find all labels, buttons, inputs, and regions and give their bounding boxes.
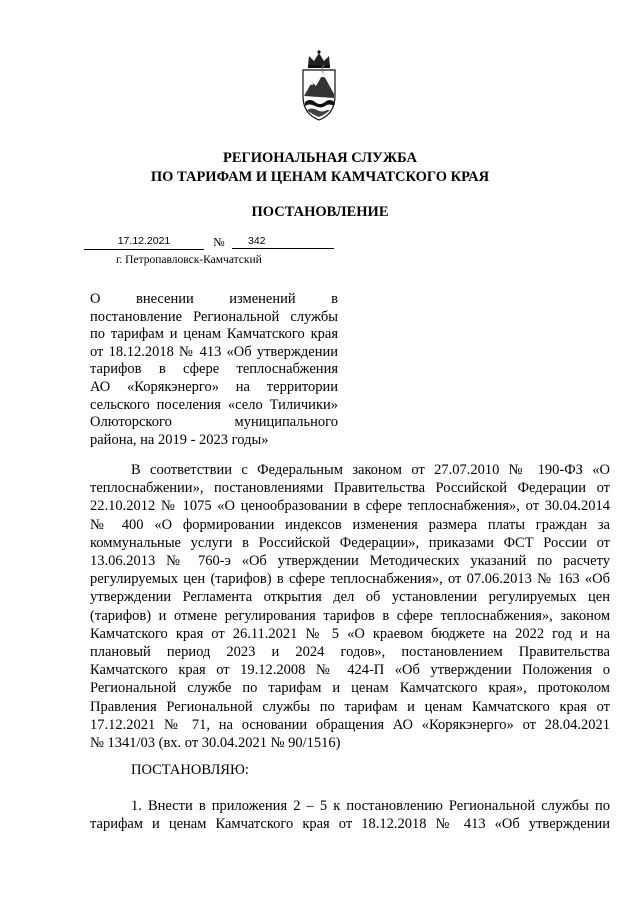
paragraph-line: плановый период 2023 и 2024 годов», постановлением Правительства bbox=[90, 644, 610, 661]
title-line: АО «Корякэнерго» на территории bbox=[90, 378, 338, 395]
paragraph-line: Правления Региональной службы по тарифам и ценам Камчатского края от bbox=[90, 698, 610, 715]
title-line: сельского поселения «село Тиличики» bbox=[90, 396, 338, 413]
paragraph-line: 13.06.2013 № 760-э «Об утверждении Методических указаний по расчету bbox=[90, 553, 610, 570]
document-type: ПОСТАНОВЛЕНИЕ bbox=[251, 204, 389, 220]
paragraph-line: теплоснабжении», постановлениями Правительства Российской Федерации от bbox=[90, 480, 610, 497]
title-line: района, на 2019 - 2023 годы» bbox=[90, 431, 269, 448]
paragraph-line: Камчатского края от 19.12.2008 № 424-П «Об утверждении Положения о bbox=[90, 662, 610, 679]
paragraph-line: утверждении Регламента открытия дел об установлении регулируемых цен bbox=[90, 589, 610, 606]
paragraph-line: Региональной службе по тарифам и ценам Камчатского края», протоколом bbox=[90, 680, 610, 697]
paragraph-line: Камчатского края от 26.11.2021 № 5 «О краевом бюджете на 2022 год и на bbox=[90, 625, 610, 642]
resolve-word: ПОСТАНОВЛЯЮ: bbox=[131, 762, 249, 778]
document-city: г. Петропавловск-Камчатский bbox=[116, 254, 262, 266]
kamchatka-emblem-icon bbox=[299, 48, 339, 122]
paragraph-line: 17.12.2021 № 71, на основании обращения АО «Корякэнерго» от 28.04.2021 bbox=[90, 716, 610, 733]
title-line: от 18.12.2018 № 413 «Об утверждении bbox=[90, 343, 338, 360]
document-title-block bbox=[90, 291, 338, 449]
paragraph-line: регулируемых цен (тарифов) в сфере теплоснабжения», от 07.06.2013 № 163 «Об bbox=[90, 571, 610, 588]
paragraph-line: 1. Внести в приложения 2 – 5 к постановлению Региональной службы по bbox=[131, 798, 610, 814]
paragraph-line: № 1341/03 (вх. от 30.04.2021 № 90/1516) bbox=[90, 735, 341, 752]
paragraph-line: тарифам и ценам Камчатского края от 18.12.2018 № 413 «Об утверждении bbox=[90, 816, 610, 833]
agency-heading bbox=[0, 149, 640, 187]
agency-line-2: ПО ТАРИФАМ И ЦЕНАМ КАМЧАТСКОГО КРАЯ bbox=[150, 169, 490, 185]
paragraph-line: № 400 «О формировании индексов изменения размера платы граждан за bbox=[90, 516, 610, 533]
paragraph-line: 22.10.2012 № 1075 «О ценообразовании в сфере теплоснабжения», от 30.04.2014 bbox=[90, 498, 610, 515]
item-1-paragraph bbox=[90, 797, 610, 833]
paragraph-line: (тарифов) и отмене регулирования тарифов в сфере теплоснабжения», законом bbox=[90, 607, 610, 624]
title-line: постановление Региональной службы bbox=[90, 308, 338, 325]
preamble-paragraph bbox=[90, 461, 610, 752]
number-sign: № bbox=[213, 235, 225, 249]
document-number: 342 bbox=[232, 235, 334, 249]
title-line: Олюторского муниципального bbox=[90, 414, 338, 431]
document-date: 17.12.2021 bbox=[84, 235, 204, 250]
title-line: по тарифам и ценам Камчатского края bbox=[90, 326, 338, 343]
title-line: О внесении изменений в bbox=[90, 291, 338, 307]
paragraph-line: коммунальные услуги в Российской Федерации», приказами ФСТ России от bbox=[90, 534, 610, 551]
title-line: тарифов в сфере теплоснабжения bbox=[90, 361, 338, 378]
agency-line-1: РЕГИОНАЛЬНАЯ СЛУЖБА bbox=[222, 150, 418, 166]
paragraph-line: В соответствии с Федеральным законом от 27.07.2010 № 190-ФЗ «О bbox=[131, 462, 610, 478]
